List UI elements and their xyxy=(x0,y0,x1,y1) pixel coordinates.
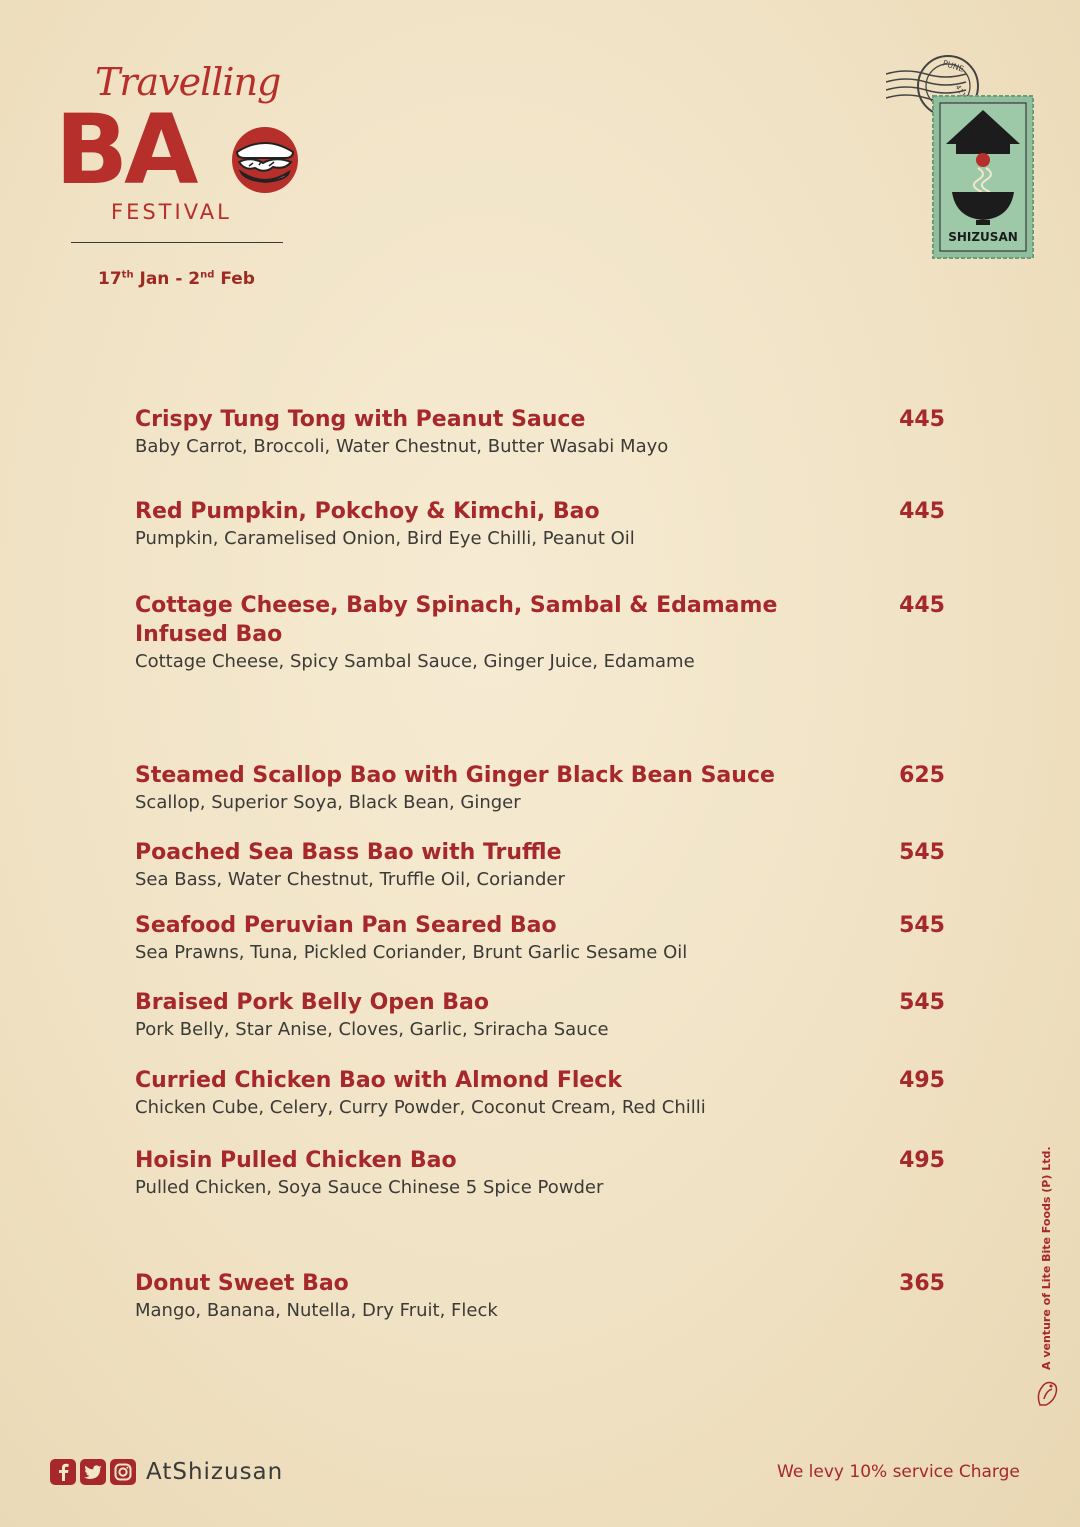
menu-item-price: 495 xyxy=(899,1068,945,1093)
menu-item xyxy=(135,1146,945,1200)
festival-dates xyxy=(98,269,255,289)
start-month: Jan - xyxy=(133,269,189,289)
menu-item xyxy=(135,1269,945,1323)
start-day: 17 xyxy=(98,269,122,289)
menu-item-price: 625 xyxy=(899,763,945,788)
menu-item-price: 545 xyxy=(899,990,945,1015)
menu-item xyxy=(135,1066,945,1120)
menu-item xyxy=(135,591,945,674)
logo-festival-text: FESTIVAL xyxy=(111,200,232,224)
menu-item-price: 445 xyxy=(899,407,945,432)
menu-item-description: Scallop, Superior Soya, Black Bean, Ginger xyxy=(135,792,521,813)
menu-item xyxy=(135,988,945,1042)
menu-item xyxy=(135,838,945,892)
menu-item-price: 445 xyxy=(899,499,945,524)
menu-item-description: Sea Bass, Water Chestnut, Truffle Oil, Coriander xyxy=(135,869,565,890)
menu-item-name: Hoisin Pulled Chicken Bao xyxy=(135,1148,457,1173)
menu-item-price: 545 xyxy=(899,840,945,865)
venture-note: A venture of Lite Bite Foods (P) Ltd. xyxy=(1040,1146,1053,1370)
menu-item-description: Cottage Cheese, Spicy Sambal Sauce, Ginger Juice, Edamame xyxy=(135,651,695,672)
postmark-city: PUNE xyxy=(941,58,965,74)
lite-bite-logo-icon xyxy=(1034,1377,1062,1409)
stamp-label: SHIZUSAN xyxy=(948,230,1018,244)
menu-item-name: Poached Sea Bass Bao with Truffle xyxy=(135,840,562,865)
menu-item xyxy=(135,911,945,965)
menu-item-price: 365 xyxy=(899,1271,945,1296)
menu-item-name: Curried Chicken Bao with Almond Fleck xyxy=(135,1068,622,1093)
menu-item-name: Donut Sweet Bao xyxy=(135,1271,349,1296)
end-day-suffix: nd xyxy=(200,269,215,281)
menu-item xyxy=(135,405,945,459)
menu-item-price: 445 xyxy=(899,593,945,618)
shizusan-stamp xyxy=(886,52,1038,262)
instagram-icon[interactable] xyxy=(110,1459,136,1485)
end-month: Feb xyxy=(214,269,255,289)
menu-item-description: Mango, Banana, Nutella, Dry Fruit, Fleck xyxy=(135,1300,498,1321)
menu-item-name: Crispy Tung Tong with Peanut Sauce xyxy=(135,407,586,432)
menu-item-name: Red Pumpkin, Pokchoy & Kimchi, Bao xyxy=(135,499,600,524)
festival-logo xyxy=(55,60,315,260)
menu-item-description: Pulled Chicken, Soya Sauce Chinese 5 Spice Powder xyxy=(135,1177,604,1198)
start-day-suffix: th xyxy=(121,269,134,281)
menu-item-name: Cottage Cheese, Baby Spinach, Sambal & Edamame Infused Bao xyxy=(135,593,778,647)
bao-bun-icon xyxy=(223,122,307,196)
menu-item-name: Steamed Scallop Bao with Ginger Black Bean Sauce xyxy=(135,763,775,788)
menu-item-description: Pork Belly, Star Anise, Cloves, Garlic, Sriracha Sauce xyxy=(135,1019,609,1040)
menu-item-name: Braised Pork Belly Open Bao xyxy=(135,990,489,1015)
twitter-icon[interactable] xyxy=(80,1459,106,1485)
menu-item-description: Sea Prawns, Tuna, Pickled Coriander, Brunt Garlic Sesame Oil xyxy=(135,942,688,963)
social-handle[interactable]: AtShizusan xyxy=(146,1459,284,1485)
social-links xyxy=(50,1458,283,1486)
menu-item xyxy=(135,497,945,551)
logo-divider xyxy=(71,242,283,243)
end-day: 2 xyxy=(188,269,201,289)
menu-item-description: Chicken Cube, Celery, Curry Powder, Coconut Cream, Red Chilli xyxy=(135,1097,706,1118)
menu-item-name: Seafood Peruvian Pan Seared Bao xyxy=(135,913,557,938)
menu-item-description: Pumpkin, Caramelised Onion, Bird Eye Chilli, Peanut Oil xyxy=(135,528,635,549)
menu-item xyxy=(135,761,945,815)
service-charge-note: We levy 10% service Charge xyxy=(777,1462,1020,1482)
menu-item-description: Baby Carrot, Broccoli, Water Chestnut, Butter Wasabi Mayo xyxy=(135,436,669,457)
menu-item-price: 495 xyxy=(899,1148,945,1173)
logo-main-text: BA xyxy=(55,94,195,206)
menu-item-price: 545 xyxy=(899,913,945,938)
facebook-icon[interactable] xyxy=(50,1459,76,1485)
logo-script-text: Travelling xyxy=(95,60,281,104)
